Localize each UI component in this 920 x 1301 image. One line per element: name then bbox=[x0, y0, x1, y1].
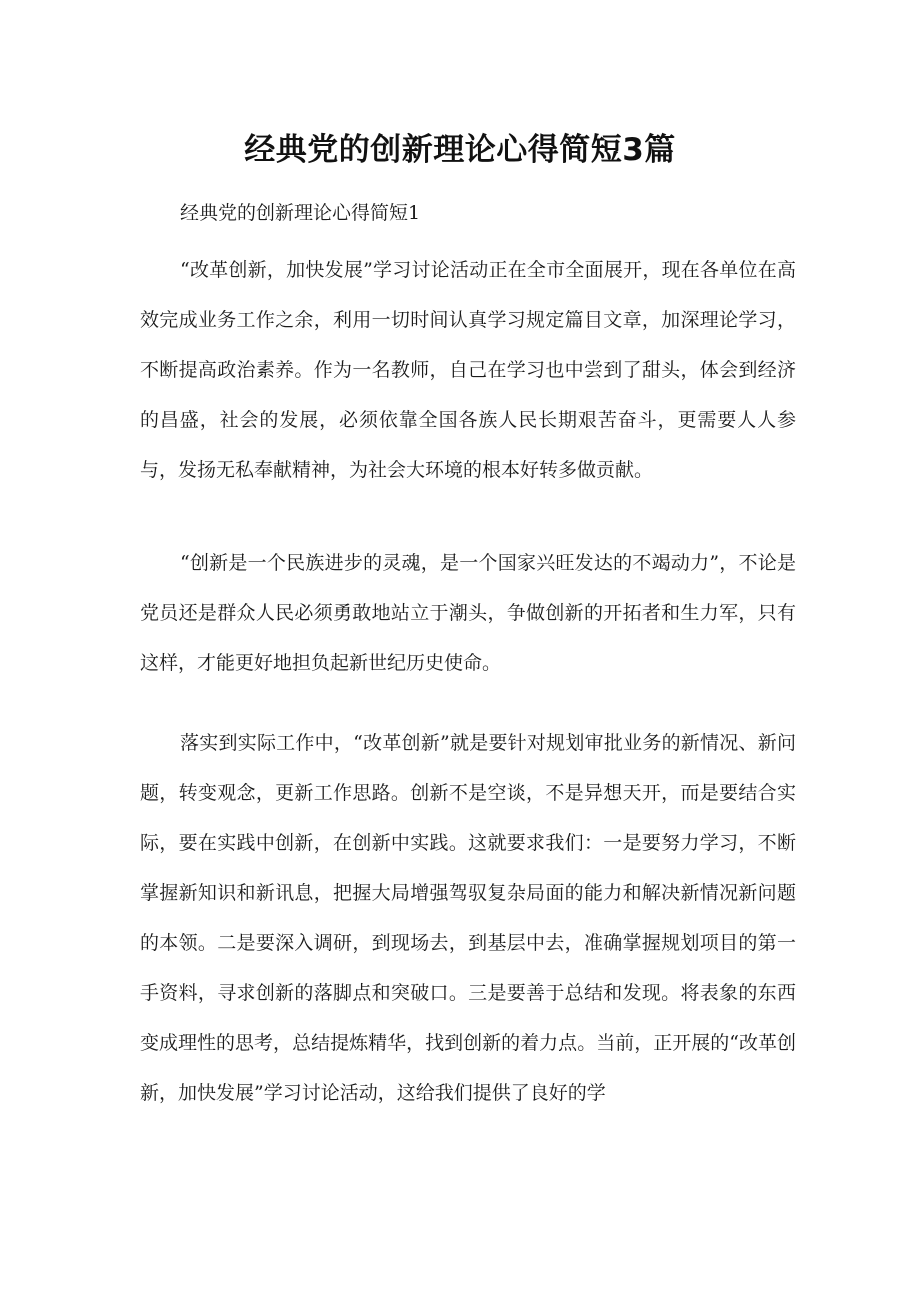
paragraph-1: “改革创新，加快发展”学习讨论活动正在全市全面展开，现在各单位在高效完成业务工作之余，利用一切时间认真学习规定篇目文章，加深理论学习，不断提高政治素养。作为一名教师，自己在学习也中尝到了甜头，体会到经济的昌盛，社会的发展，必须依靠全国各族人民长期艰苦奋斗，更需要人人参与，发扬无私奉献精神，为社会大环境的根本好转多做贡献。 bbox=[140, 259, 796, 481]
section-heading: 经典党的创新理论心得简短1 bbox=[180, 202, 421, 224]
paragraph-3: 落实到实际工作中，“改革创新”就是要针对规划审批业务的新情况、新问题，转变观念，更新工作思路。创新不是空谈，不是异想天开，而是要结合实际，要在实践中创新，在创新中实践。这就要求我们：一是要努力学习，不断掌握新知识和新讯息，把握大局增强驾驭复杂局面的能力和解决新情况新问题的本领。二是要深入调研，到现场去，到基层中去，准确掌握规划项目的第一手资料，寻求创新的落脚点和突破口。三是要善于总结和发现。将表象的东西变成理性的思考，总结提炼精华，找到创新的着力点。当前，正开展的“改革创新，加快发展”学习讨论活动，这给我们提供了良好的学 bbox=[140, 732, 796, 1104]
paragraph-2: “创新是一个民族进步的灵魂，是一个国家兴旺发达的不竭动力”，不论是党员还是群众人民必须勇敢地站立于潮头，争做创新的开拓者和生力军，只有这样，才能更好地担负起新世纪历史使命。 bbox=[140, 552, 796, 674]
document-title: 经典党的创新理论心得简短3篇 bbox=[244, 132, 676, 168]
